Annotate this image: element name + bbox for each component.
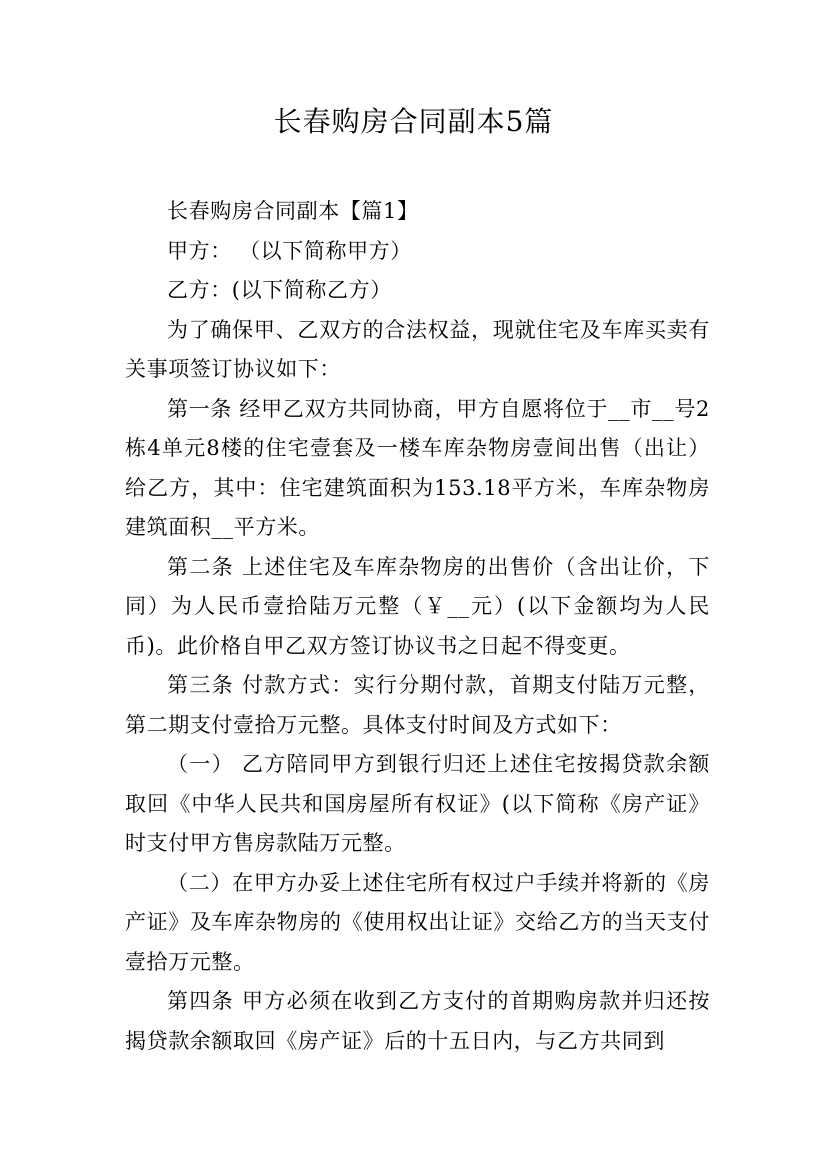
document-title: 长春购房合同副本5篇 xyxy=(273,105,554,138)
article-2-paragraph: 第二条 上述住宅及车库杂物房的出售价（含出让价，下同）为人民币壹拾陆万元整（￥__元）(以下金额均为人民币)。此价格自甲乙双方签订协议书之日起不得变更。 xyxy=(125,554,710,658)
article-3-paragraph: 第三条 付款方式：实行分期付款，首期支付陆万元整，第二期支付壹拾万元整。具体支付时间及方式如下： xyxy=(125,673,710,737)
preamble-paragraph: 为了确保甲、乙双方的合法权益，现就住宅及车库买卖有关事项签订协议如下： xyxy=(125,317,710,381)
article-3-item-1-paragraph: （一） 乙方陪同甲方到银行归还上述住宅按揭贷款余额取回《中华人民共和国房屋所有权证》(以下简称《房产证》时支付甲方售房款陆万元整。 xyxy=(125,752,710,855)
document-body xyxy=(125,192,710,1061)
article-4-paragraph: 第四条 甲方必须在收到乙方支付的首期购房款并归还按揭贷款余额取回《房产证》后的十五日内，与乙方共同到 xyxy=(125,989,710,1053)
article-3-item-2-paragraph: （二）在甲方办妥上述住宅所有权过户手续并将新的《房产证》及车库杂物房的《使用权出让证》交给乙方的当天支付壹拾万元整。 xyxy=(125,870,710,974)
party-b-line: 乙方：(以下简称乙方） xyxy=(167,278,392,302)
article-1-paragraph: 第一条 经甲乙双方共同协商，甲方自愿将位于__市__号2栋4单元8楼的住宅壹套及一楼车库杂物房壹间出售（出让）给乙方，其中：住宅建筑面积为153.18平方米，车库杂物房建筑面积__平方米。 xyxy=(125,396,710,539)
contract-heading: 长春购房合同副本【篇1】 xyxy=(167,199,419,223)
party-a-line: 甲方： （以下简称甲方） xyxy=(167,238,412,263)
